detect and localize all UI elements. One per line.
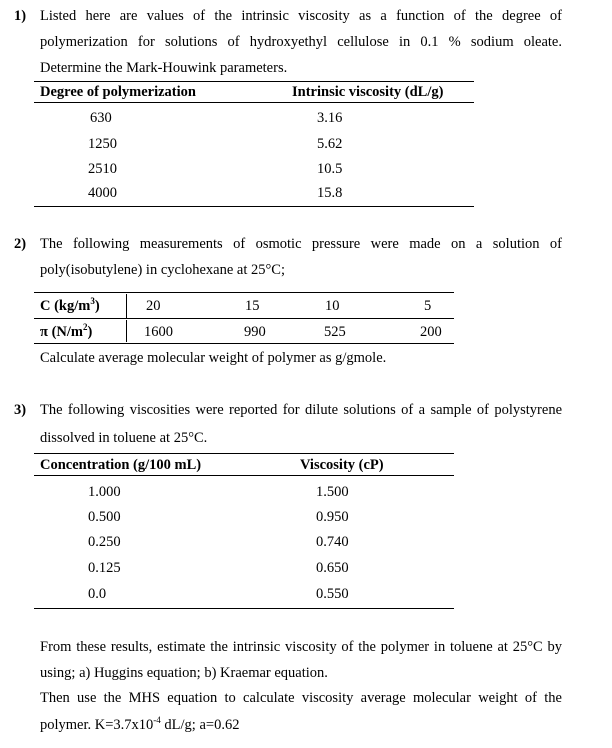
q3-text-line1: The following viscosities were reported for dilute solutions of a sample of polystyrene bbox=[40, 402, 562, 418]
q1-table-top-rule bbox=[34, 81, 474, 82]
q3-number: 3) bbox=[14, 402, 27, 418]
q1-text-line1: Listed here are values of the intrinsic viscosity as a function of the degree of bbox=[40, 8, 562, 24]
q2-question: Calculate average molecular weight of polymer as g/gmole. bbox=[40, 350, 387, 366]
q3-cell: 0.550 bbox=[316, 586, 349, 602]
q1-header-degree: Degree of polymerization bbox=[40, 84, 196, 100]
q1-table-bottom-rule bbox=[34, 206, 474, 207]
q1-text-line2: polymerization for solutions of hydroxyethyl cellulose in 0.1 % sodium oleate. bbox=[40, 34, 562, 50]
q2-row1-label: C $(kg/m^3)$ bbox=[40, 296, 100, 314]
q2-table-mid-rule bbox=[34, 318, 454, 319]
q3-cell: 1.000 bbox=[88, 484, 121, 500]
q2-row1-value: 10 bbox=[325, 298, 340, 314]
q2-table-bottom-rule bbox=[34, 343, 454, 344]
q2-row2-label: π $(N/m^2)$ bbox=[40, 322, 93, 340]
q2-row2-value: 990 bbox=[244, 324, 266, 340]
q2-table-top-rule bbox=[34, 292, 454, 293]
q1-cell: 3.16 bbox=[317, 110, 343, 126]
q3-text-line2: dissolved in toluene at 25°C. bbox=[40, 430, 208, 446]
q1-cell: 15.8 bbox=[317, 185, 343, 201]
q3-table-bottom-rule bbox=[34, 608, 454, 609]
q2-row1-value: 5 bbox=[424, 298, 432, 314]
q1-cell: 10.5 bbox=[317, 161, 343, 177]
q1-number: 1) bbox=[14, 8, 27, 24]
q3-para2-line2: polymer. $K=3.7x10^{-4}$ dL/g; a=0.62 bbox=[40, 715, 240, 733]
q3-cell: 0.740 bbox=[316, 534, 349, 550]
q3-table-header-rule bbox=[34, 475, 454, 476]
q1-cell: 4000 bbox=[88, 185, 117, 201]
q3-para2-line1: Then use the MHS equation to calculate viscosity average molecular weight of the bbox=[40, 690, 562, 706]
q3-header-concentration: Concentration (g/100 mL) bbox=[40, 457, 202, 473]
q3-cell: 0.125 bbox=[88, 560, 121, 576]
q1-table-header-rule bbox=[34, 102, 474, 103]
q2-row1-value: 15 bbox=[245, 298, 260, 314]
q3-table-top-rule bbox=[34, 453, 454, 454]
q3-para1-line1: From these results, estimate the intrinsic viscosity of the polymer in toluene at 25°C by bbox=[40, 639, 562, 655]
q2-number: 2) bbox=[14, 236, 27, 252]
q3-header-viscosity: Viscosity (cP) bbox=[300, 457, 384, 473]
q3-cell: 0.500 bbox=[88, 509, 121, 525]
q2-row1-divider bbox=[126, 294, 127, 318]
q3-cell: 0.0 bbox=[88, 586, 107, 602]
q2-row2-value: 1600 bbox=[144, 324, 173, 340]
q3-cell: 0.250 bbox=[88, 534, 121, 550]
q1-text-line3: Determine the Mark-Houwink parameters. bbox=[40, 60, 288, 76]
q3-para1-line2: using; a) Huggins equation; b) Kraemar equation. bbox=[40, 665, 328, 681]
q1-cell: 5.62 bbox=[317, 136, 343, 152]
q3-cell: 1.500 bbox=[316, 484, 349, 500]
q1-cell: 1250 bbox=[88, 136, 117, 152]
q2-row2-value: 525 bbox=[324, 324, 346, 340]
q1-header-viscosity: Intrinsic viscosity (dL/g) bbox=[292, 84, 444, 100]
q2-row1-value: 20 bbox=[146, 298, 161, 314]
q2-row2-value: 200 bbox=[420, 324, 442, 340]
q1-cell: 2510 bbox=[88, 161, 117, 177]
q1-cell: 630 bbox=[90, 110, 112, 126]
q2-text-line2: poly(isobutylene) in cyclohexane at 25°C; bbox=[40, 262, 285, 278]
q2-text-line1: The following measurements of osmotic pressure were made on a solution of bbox=[40, 236, 562, 252]
q3-cell: 0.950 bbox=[316, 509, 349, 525]
q2-row2-divider bbox=[126, 320, 127, 342]
q3-cell: 0.650 bbox=[316, 560, 349, 576]
